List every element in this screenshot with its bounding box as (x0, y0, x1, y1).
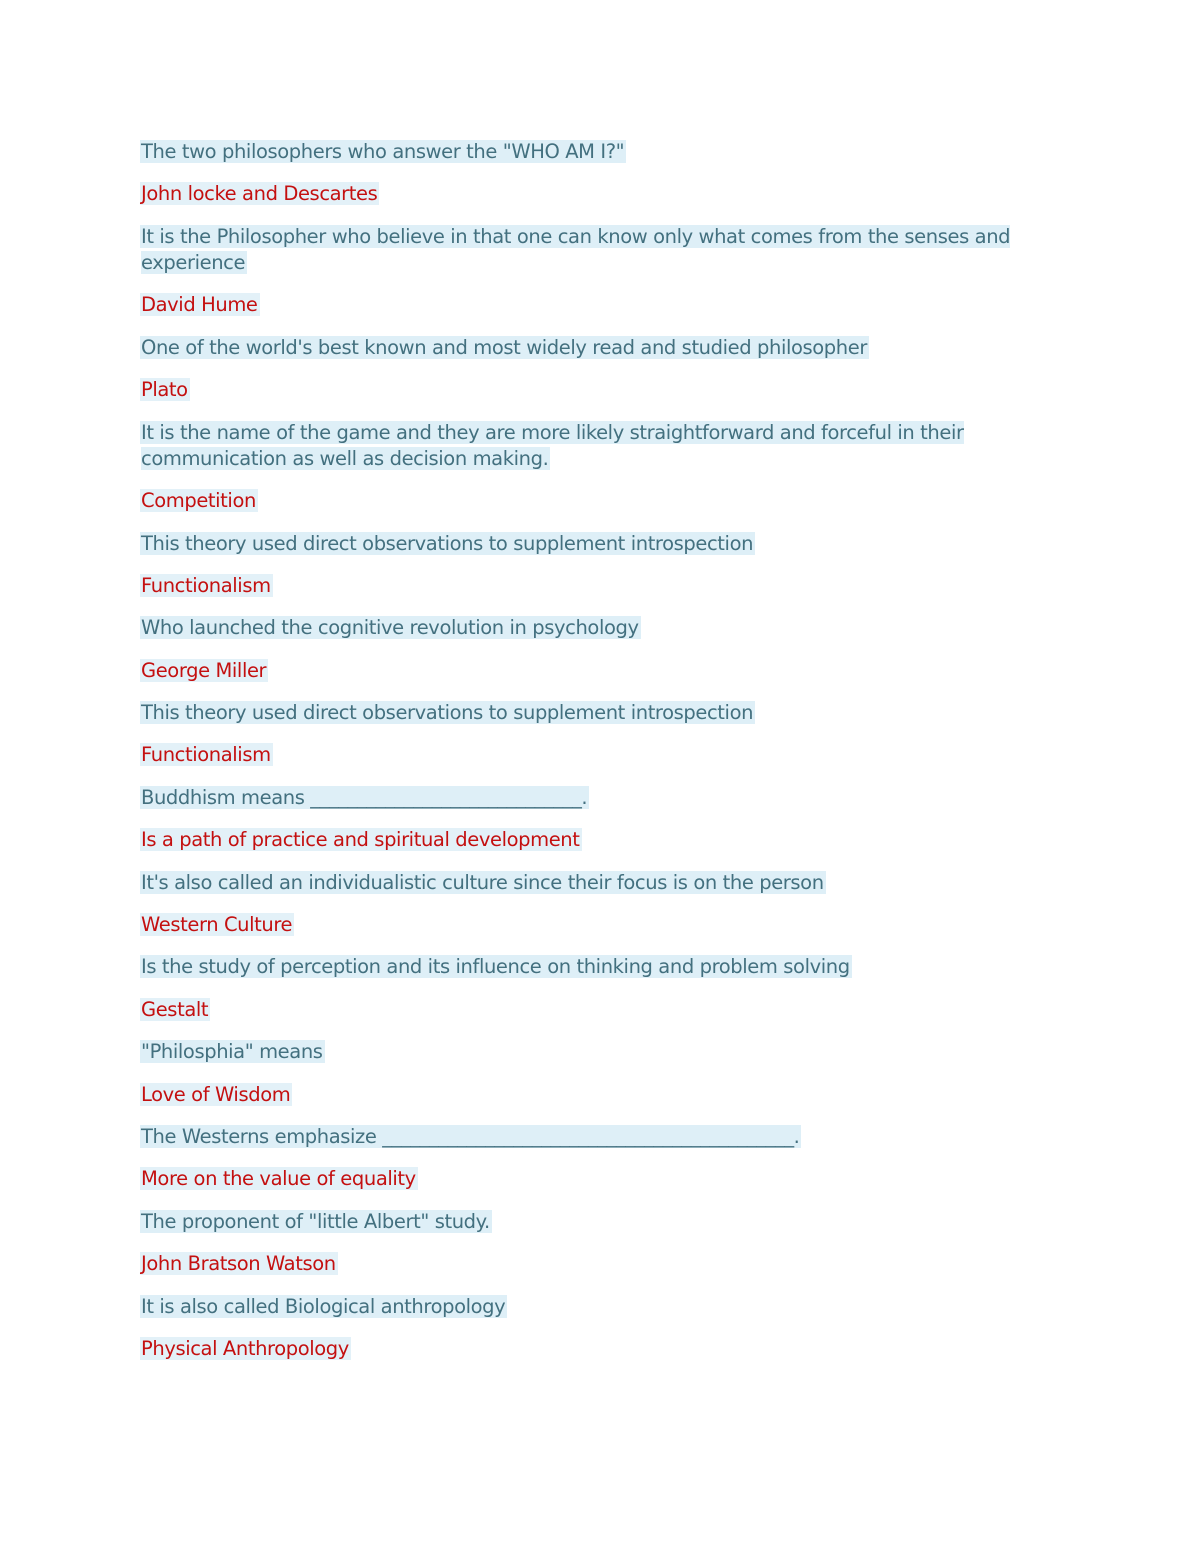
question-text (141, 335, 1046, 361)
answer-highlight: Plato (141, 378, 188, 402)
answer-text (141, 1336, 1046, 1362)
question-highlight: One of the world's best known and most widely read and studied philosopher (141, 335, 867, 359)
question-text (141, 531, 1046, 557)
answer-text (141, 377, 1046, 403)
qa-item-10 (141, 954, 1046, 1023)
qa-item-5 (141, 531, 1046, 600)
answer-text (141, 488, 1046, 514)
qa-item-8 (141, 785, 1046, 854)
answer-text (141, 1166, 1046, 1192)
question-text (141, 954, 1046, 980)
qa-list (141, 139, 1046, 1378)
question-highlight: It's also called an individualistic culture since their focus is on the person (141, 870, 824, 894)
answer-highlight: More on the value of equality (141, 1167, 416, 1191)
question-highlight: "Philosphia" means (141, 1040, 323, 1064)
question-text (141, 1039, 1046, 1065)
qa-item-7 (141, 700, 1046, 769)
question-highlight: The proponent of "little Albert" study. (141, 1209, 490, 1233)
answer-highlight: David Hume (141, 293, 258, 317)
question-text (141, 615, 1046, 641)
question-text (141, 1124, 1046, 1150)
answer-text (141, 912, 1046, 938)
question-highlight: This theory used direct observations to supplement introspection (141, 531, 754, 555)
question-highlight: It is the Philosopher who believe in that one can know only what comes from the senses and experience (141, 224, 1011, 274)
answer-highlight: John locke and Descartes (141, 182, 378, 206)
answer-highlight: Physical Anthropology (141, 1336, 349, 1360)
answer-text (141, 1251, 1046, 1277)
qa-item-13 (141, 1209, 1046, 1278)
qa-item-6 (141, 615, 1046, 684)
answer-highlight: Functionalism (141, 573, 271, 597)
answer-text (141, 1082, 1046, 1108)
qa-item-4 (141, 420, 1046, 515)
answer-highlight: Functionalism (141, 743, 271, 767)
question-highlight: This theory used direct observations to supplement introspection (141, 701, 754, 725)
answer-text (141, 658, 1046, 684)
question-text (141, 1294, 1046, 1320)
answer-highlight: Is a path of practice and spiritual development (141, 828, 580, 852)
question-highlight: Who launched the cognitive revolution in psychology (141, 616, 639, 640)
qa-item-11 (141, 1039, 1046, 1108)
answer-text (141, 997, 1046, 1023)
answer-highlight: Gestalt (141, 997, 209, 1021)
question-highlight: It is the name of the game and they are more likely straightforward and forceful in their communication as well as decision making. (141, 420, 964, 470)
answer-text (141, 292, 1046, 318)
qa-item-1 (141, 139, 1046, 208)
qa-item-2 (141, 224, 1046, 319)
question-text (141, 1209, 1046, 1235)
question-highlight: Is the study of perception and its influence on thinking and problem solving (141, 955, 850, 979)
question-text (141, 785, 1046, 811)
answer-text (141, 827, 1046, 853)
qa-item-3 (141, 335, 1046, 404)
answer-text (141, 181, 1046, 207)
answer-highlight: Competition (141, 489, 256, 513)
answer-text (141, 742, 1046, 768)
question-text (141, 700, 1046, 726)
qa-item-14 (141, 1294, 1046, 1363)
qa-item-9 (141, 870, 1046, 939)
question-text (141, 420, 1046, 472)
qa-item-12 (141, 1124, 1046, 1193)
question-highlight: It is also called Biological anthropology (141, 1294, 506, 1318)
question-text (141, 870, 1046, 896)
answer-highlight: John Bratson Watson (141, 1252, 336, 1276)
answer-highlight: George Miller (141, 658, 267, 682)
answer-highlight: Western Culture (141, 913, 293, 937)
answer-text (141, 573, 1046, 599)
answer-highlight: Love of Wisdom (141, 1082, 291, 1106)
question-highlight: Buddhism means _____________________________. (141, 785, 588, 809)
question-text (141, 224, 1046, 276)
question-highlight: The Westerns emphasize ____________________________________________. (141, 1125, 800, 1148)
question-text (141, 139, 1046, 165)
question-highlight: The two philosophers who answer the "WHO AM I?" (141, 140, 625, 163)
